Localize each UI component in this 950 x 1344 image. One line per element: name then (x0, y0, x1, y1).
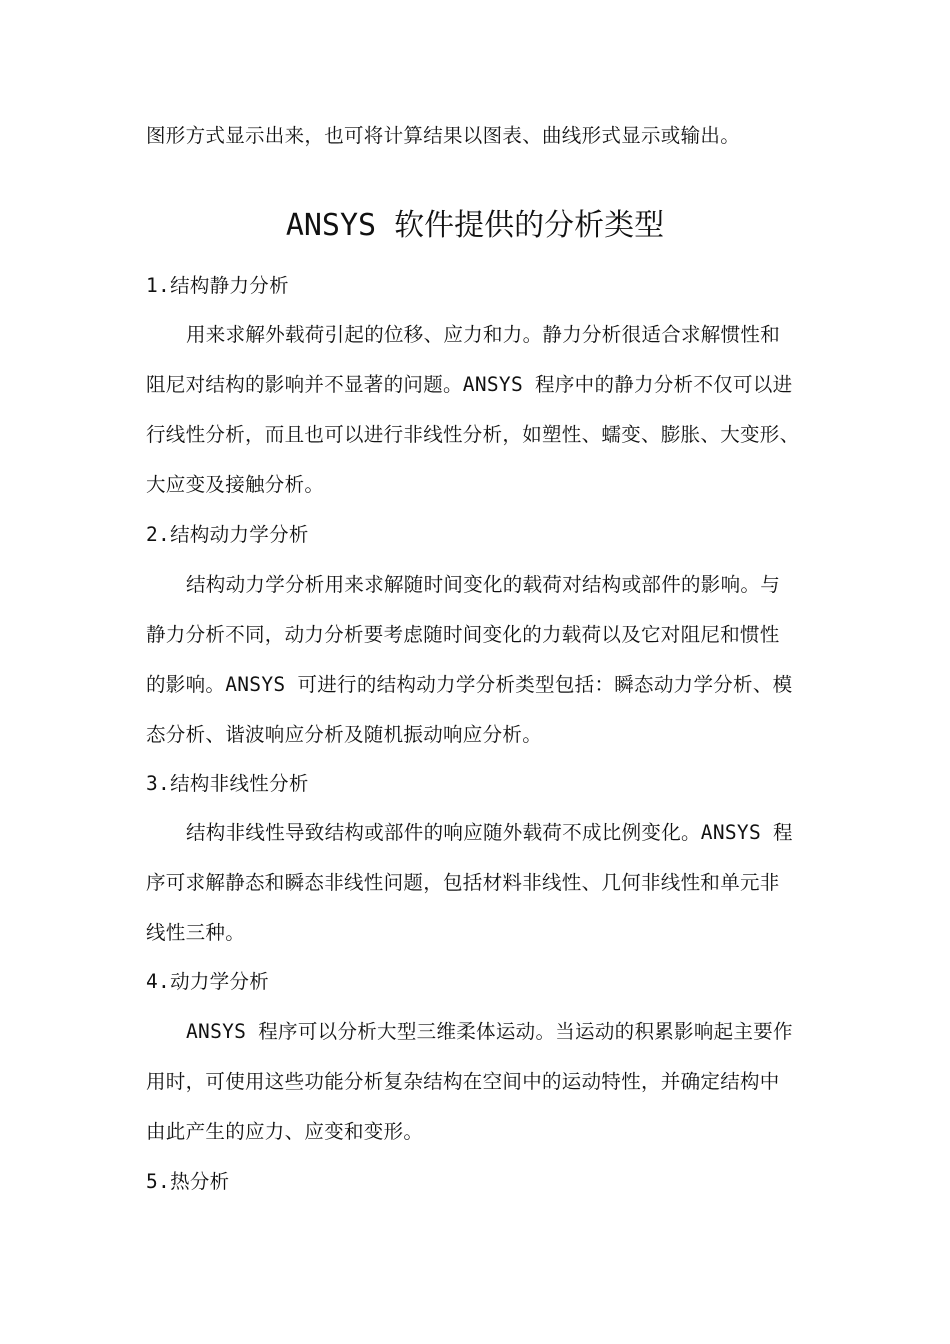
intro-line: 图形方式显示出来，也可将计算结果以图表、曲线形式显示或输出。 (146, 124, 741, 147)
paragraph-line: 用时，可使用这些功能分析复杂结构在空间中的运动特性，并确定结构中 (146, 1070, 780, 1093)
paragraph-line: 的影响。ANSYS 可进行的结构动力学分析类型包括：瞬态动力学分析、模 (146, 673, 793, 696)
section-heading-1: 1.结构静力分析 (146, 274, 289, 297)
paragraph-line: 序可求解静态和瞬态非线性问题，包括材料非线性、几何非线性和单元非 (146, 871, 780, 894)
paragraph-line: 用来求解外载荷引起的位移、应力和力。静力分析很适合求解惯性和 (186, 323, 781, 346)
section-heading-5: 5.热分析 (146, 1170, 230, 1193)
paragraph-line: 结构非线性导致结构或部件的响应随外载荷不成比例变化。ANSYS 程 (186, 821, 793, 844)
paragraph-line: 行线性分析，而且也可以进行非线性分析，如塑性、蠕变、膨胀、大变形、 (146, 423, 800, 446)
paragraph-line: 阻尼对结构的影响并不显著的问题。ANSYS 程序中的静力分析不仅可以进 (146, 373, 793, 396)
paragraph-line: ANSYS 程序可以分析大型三维柔体运动。当运动的积累影响起主要作 (186, 1020, 793, 1043)
document-title: ANSYS 软件提供的分析类型 (285, 208, 665, 243)
paragraph-line: 静力分析不同，动力分析要考虑随时间变化的力载荷以及它对阻尼和惯性 (146, 623, 780, 646)
paragraph-line: 线性三种。 (146, 921, 246, 944)
section-heading-4: 4.动力学分析 (146, 970, 270, 993)
section-heading-3: 3.结构非线性分析 (146, 772, 309, 795)
paragraph-line: 结构动力学分析用来求解随时间变化的载荷对结构或部件的影响。与 (186, 573, 781, 596)
paragraph-line: 大应变及接触分析。 (146, 473, 325, 496)
paragraph-line: 由此产生的应力、应变和变形。 (146, 1120, 424, 1143)
section-heading-2: 2.结构动力学分析 (146, 523, 309, 546)
paragraph-line: 态分析、谐波响应分析及随机振动响应分析。 (146, 723, 543, 746)
